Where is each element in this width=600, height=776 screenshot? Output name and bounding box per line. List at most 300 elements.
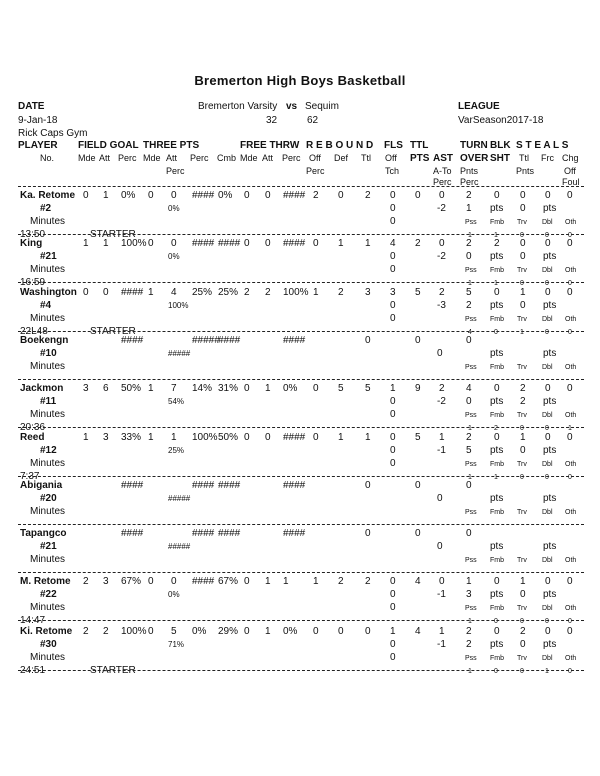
turnover-travels: 1 bbox=[520, 329, 524, 336]
assists: 2 bbox=[439, 287, 445, 298]
col-fls: FLS bbox=[384, 140, 403, 151]
total-points: 4 bbox=[415, 576, 421, 587]
col-sht: SHT bbox=[490, 153, 510, 164]
fmb-label: Fmb bbox=[490, 412, 504, 419]
turnover-doubles: 0 bbox=[545, 474, 549, 481]
pss-label: Pss bbox=[465, 219, 477, 226]
charges: 0 bbox=[567, 383, 573, 394]
col-chg: Chg bbox=[562, 153, 579, 163]
ft-attempted: 1 bbox=[265, 383, 271, 394]
fg-attempted: 1 bbox=[103, 190, 109, 201]
combined-percent: 25% bbox=[218, 287, 239, 298]
assists: 0 bbox=[439, 238, 445, 249]
fmb-label: Fmb bbox=[490, 655, 504, 662]
trv-label: Trv bbox=[517, 364, 527, 371]
col-over: OVER bbox=[460, 153, 489, 164]
col-reb-perc: Perc bbox=[306, 166, 325, 176]
col-rebound: R E B O U N D bbox=[306, 140, 374, 151]
minutes-played: 13:50 bbox=[20, 229, 46, 240]
pss-label: Pss bbox=[465, 316, 477, 323]
player-name: King bbox=[20, 238, 43, 249]
three-made: 0 bbox=[148, 626, 154, 637]
trv-label: Trv bbox=[517, 267, 527, 274]
assist-turnover: 0 bbox=[437, 541, 443, 552]
three-percent: #### bbox=[192, 576, 215, 587]
ft-made: 0 bbox=[244, 576, 250, 587]
col-over-perc: Perc bbox=[460, 177, 479, 187]
col-ft-perc: Perc bbox=[282, 153, 301, 163]
assist-turnover: -2 bbox=[437, 203, 446, 214]
forced: 0 bbox=[545, 626, 551, 637]
steals-total: 1 bbox=[520, 576, 526, 587]
fouls-offensive: 4 bbox=[390, 238, 396, 249]
reb-total: 1 bbox=[365, 432, 371, 443]
three-percent: 100% bbox=[192, 432, 218, 443]
reb-defensive: 1 bbox=[338, 432, 344, 443]
date-label: DATE bbox=[18, 101, 45, 112]
col-no: No. bbox=[40, 153, 55, 163]
player-number: #10 bbox=[40, 348, 57, 359]
assists: 1 bbox=[439, 626, 445, 637]
col-tp-att: Att bbox=[166, 153, 178, 163]
total-points: 0 bbox=[415, 190, 421, 201]
forced: 0 bbox=[545, 383, 551, 394]
fg-percent: 50% bbox=[121, 383, 142, 394]
touch-extra: 0 bbox=[390, 602, 396, 613]
forced: 0 bbox=[545, 432, 551, 443]
player-name: Ka. Retome bbox=[20, 190, 76, 201]
oth-label: Oth bbox=[565, 364, 577, 371]
turnover-passes: 1 bbox=[468, 618, 472, 625]
minutes-label: Minutes bbox=[30, 409, 66, 420]
fouls-offensive: 0 bbox=[390, 432, 396, 443]
turnover-fumbles: 1 bbox=[494, 280, 498, 287]
assist-turnover: -3 bbox=[437, 300, 446, 311]
col-ttl: TTL bbox=[410, 140, 429, 151]
trv-label: Trv bbox=[517, 509, 527, 516]
pts-label: pts bbox=[490, 203, 504, 214]
home-score: 32 bbox=[266, 115, 278, 126]
dbl-label: Dbl bbox=[542, 509, 553, 516]
turnover-points: 0 bbox=[466, 251, 472, 262]
col-stl-pnts: Pnts bbox=[516, 166, 535, 176]
trv-label: Trv bbox=[517, 316, 527, 323]
turnover-doubles: 1 bbox=[545, 668, 549, 675]
touches: 0 bbox=[390, 396, 396, 407]
player-name: Abigania bbox=[20, 480, 63, 491]
blocks: 0 bbox=[494, 626, 500, 637]
fmb-label: Fmb bbox=[490, 219, 504, 226]
ft-attempted: 0 bbox=[265, 432, 271, 443]
fmb-label: Fmb bbox=[490, 557, 504, 564]
away-score: 62 bbox=[307, 115, 319, 126]
pss-label: Pss bbox=[465, 364, 477, 371]
fg-percent: #### bbox=[121, 287, 144, 298]
col-reb-off: Off bbox=[309, 153, 321, 163]
turnover-travels: 0 bbox=[520, 668, 524, 675]
player-name: M. Retome bbox=[20, 576, 71, 587]
reb-defensive: 0 bbox=[338, 626, 344, 637]
ft-made: 0 bbox=[244, 238, 250, 249]
pss-label: Pss bbox=[465, 267, 477, 274]
dbl-label: Dbl bbox=[542, 605, 553, 612]
turnovers: 2 bbox=[466, 190, 472, 201]
fg-attempted: 3 bbox=[103, 576, 109, 587]
three-percent: #### bbox=[192, 238, 215, 249]
turnover-doubles: 0 bbox=[545, 232, 549, 239]
pss-label: Pss bbox=[465, 461, 477, 468]
fouls-offensive: 0 bbox=[390, 576, 396, 587]
fg-attempted: 0 bbox=[103, 287, 109, 298]
minutes-label: Minutes bbox=[30, 458, 66, 469]
combined-percent: 31% bbox=[218, 383, 239, 394]
combined-percent: #### bbox=[218, 528, 241, 539]
assist-turnover: -1 bbox=[437, 639, 446, 650]
player-number: #22 bbox=[40, 589, 57, 600]
player-number: #21 bbox=[40, 251, 57, 262]
col-fls-off: Off bbox=[385, 153, 397, 163]
pts-label: pts bbox=[490, 493, 504, 504]
turnover-points: 0 bbox=[466, 396, 472, 407]
assist-turnover: 0 bbox=[437, 493, 443, 504]
reb-total: 2 bbox=[365, 576, 371, 587]
reb-total: 0 bbox=[365, 528, 371, 539]
turnover-passes: 1 bbox=[468, 474, 472, 481]
col-ft-mde: Mde bbox=[240, 153, 258, 163]
col-ft-att: Att bbox=[262, 153, 274, 163]
total-points: 0 bbox=[415, 335, 421, 346]
assists: 0 bbox=[439, 576, 445, 587]
forced: 0 bbox=[545, 287, 551, 298]
three-att-percent: 0% bbox=[168, 590, 180, 599]
three-percent: 25% bbox=[192, 287, 213, 298]
assists: 2 bbox=[439, 383, 445, 394]
three-att-percent: 0% bbox=[168, 252, 180, 261]
reb-defensive: 0 bbox=[338, 190, 344, 201]
pts-label: pts bbox=[543, 203, 557, 214]
assist-turnover: -2 bbox=[437, 251, 446, 262]
col-stl-ttl: Ttl bbox=[519, 153, 529, 163]
pts-label: pts bbox=[490, 639, 504, 650]
turnover-passes: 4 bbox=[468, 329, 472, 336]
turnover-points: 3 bbox=[466, 589, 472, 600]
row-separator bbox=[18, 331, 584, 332]
steal-points: 0 bbox=[520, 589, 526, 600]
reb-total: 2 bbox=[365, 190, 371, 201]
oth-label: Oth bbox=[565, 557, 577, 564]
ft-made: 0 bbox=[244, 190, 250, 201]
steals-total: 1 bbox=[520, 287, 526, 298]
turnover-travels: 0 bbox=[520, 618, 524, 625]
reb-total: 3 bbox=[365, 287, 371, 298]
combined-percent: 67% bbox=[218, 576, 239, 587]
ft-percent: 0% bbox=[283, 626, 298, 637]
touches: 0 bbox=[390, 639, 396, 650]
turnover-other: 0 bbox=[568, 280, 572, 287]
player-name: Jackmon bbox=[20, 383, 64, 394]
touch-extra: 0 bbox=[390, 313, 396, 324]
three-made: 0 bbox=[148, 238, 154, 249]
col-field-goal: FIELD GOAL bbox=[78, 140, 139, 151]
fg-made: 0 bbox=[83, 287, 89, 298]
turnover-fumbles: 1 bbox=[494, 232, 498, 239]
assist-turnover: -2 bbox=[437, 396, 446, 407]
minutes-label: Minutes bbox=[30, 313, 66, 324]
player-number: #12 bbox=[40, 445, 57, 456]
player-name: Ki. Retome bbox=[20, 626, 73, 637]
starter-flag: STARTER bbox=[90, 326, 136, 337]
reb-offensive: 1 bbox=[313, 287, 319, 298]
turnover-passes: 1 bbox=[468, 425, 472, 432]
steal-points: 0 bbox=[520, 203, 526, 214]
col-pts: PTS bbox=[410, 153, 430, 164]
player-number: #4 bbox=[40, 300, 52, 311]
assist-turnover: -1 bbox=[437, 589, 446, 600]
three-made: 0 bbox=[148, 190, 154, 201]
touches: 0 bbox=[390, 445, 396, 456]
dbl-label: Dbl bbox=[542, 461, 553, 468]
fmb-label: Fmb bbox=[490, 316, 504, 323]
combined-percent: #### bbox=[218, 335, 241, 346]
row-separator bbox=[18, 282, 584, 283]
fg-percent: #### bbox=[121, 480, 144, 491]
reb-offensive: 0 bbox=[313, 432, 319, 443]
ft-percent: #### bbox=[283, 238, 306, 249]
minutes-label: Minutes bbox=[30, 652, 66, 663]
turnover-points: 1 bbox=[466, 203, 472, 214]
reb-total: 5 bbox=[365, 383, 371, 394]
dbl-label: Dbl bbox=[542, 316, 553, 323]
pts-label: pts bbox=[543, 251, 557, 262]
col-blk: BLK bbox=[490, 140, 511, 151]
minutes-played: 14:47 bbox=[20, 615, 46, 626]
starter-flag: STARTER bbox=[90, 665, 136, 676]
steals-total: 2 bbox=[520, 383, 526, 394]
ft-percent: #### bbox=[283, 432, 306, 443]
turnover-other: 0 bbox=[568, 232, 572, 239]
blocks: 0 bbox=[494, 287, 500, 298]
col-tp-mde: Mde bbox=[143, 153, 161, 163]
starter-flag: STARTER bbox=[90, 229, 136, 240]
row-separator bbox=[18, 670, 584, 671]
minutes-label: Minutes bbox=[30, 361, 66, 372]
player-number: #20 bbox=[40, 493, 57, 504]
three-attempted: 7 bbox=[171, 383, 177, 394]
turnover-travels: 0 bbox=[520, 474, 524, 481]
turnover-doubles: 0 bbox=[545, 280, 549, 287]
oth-label: Oth bbox=[565, 655, 577, 662]
touch-extra: 0 bbox=[390, 216, 396, 227]
fg-percent: #### bbox=[121, 335, 144, 346]
three-made: 1 bbox=[148, 383, 154, 394]
assists: 1 bbox=[439, 432, 445, 443]
col-cmb: Cmb bbox=[217, 153, 237, 163]
ft-made: 0 bbox=[244, 432, 250, 443]
fouls-offensive: 1 bbox=[390, 383, 396, 394]
fouls-offensive: 1 bbox=[390, 626, 396, 637]
turnover-doubles: 0 bbox=[545, 618, 549, 625]
three-made: 1 bbox=[148, 287, 154, 298]
charges: 0 bbox=[567, 576, 573, 587]
three-attempted: 4 bbox=[171, 287, 177, 298]
row-separator bbox=[18, 476, 584, 477]
dbl-label: Dbl bbox=[542, 364, 553, 371]
charges: 0 bbox=[567, 432, 573, 443]
fg-percent: #### bbox=[121, 528, 144, 539]
player-name: Reed bbox=[20, 432, 45, 443]
ft-percent: #### bbox=[283, 480, 306, 491]
col-chg-off: Off bbox=[564, 166, 576, 176]
ft-attempted: 0 bbox=[265, 238, 271, 249]
minutes-label: Minutes bbox=[30, 216, 66, 227]
combined-percent: 50% bbox=[218, 432, 239, 443]
turnover-fumbles: 0 bbox=[494, 668, 498, 675]
fmb-label: Fmb bbox=[490, 509, 504, 516]
turnover-travels: 0 bbox=[520, 425, 524, 432]
minutes-played: 16:59 bbox=[20, 277, 46, 288]
three-attempted: 5 bbox=[171, 626, 177, 637]
pss-label: Pss bbox=[465, 605, 477, 612]
minutes-label: Minutes bbox=[30, 602, 66, 613]
total-points: 0 bbox=[415, 480, 421, 491]
three-att-percent: 54% bbox=[168, 397, 185, 406]
oth-label: Oth bbox=[565, 412, 577, 419]
touches: 0 bbox=[390, 251, 396, 262]
fg-made: 2 bbox=[83, 576, 89, 587]
three-percent: #### bbox=[192, 528, 215, 539]
report-title: Bremerton High Boys Basketball bbox=[194, 73, 406, 88]
blocks: 0 bbox=[494, 190, 500, 201]
ft-percent: #### bbox=[283, 335, 306, 346]
col-fg-att: Att bbox=[99, 153, 111, 163]
fg-percent: 100% bbox=[121, 238, 147, 249]
turnovers: 0 bbox=[466, 528, 472, 539]
row-separator bbox=[18, 379, 584, 380]
forced: 0 bbox=[545, 238, 551, 249]
fouls-offensive: 0 bbox=[390, 190, 396, 201]
col-fls-tch: Tch bbox=[385, 166, 400, 176]
reb-defensive: 2 bbox=[338, 576, 344, 587]
col-fg-mde: Mde bbox=[78, 153, 96, 163]
minutes-label: Minutes bbox=[30, 264, 66, 275]
row-separator bbox=[18, 234, 584, 235]
forced: 0 bbox=[545, 190, 551, 201]
oth-label: Oth bbox=[565, 509, 577, 516]
fg-made: 1 bbox=[83, 238, 89, 249]
pts-label: pts bbox=[490, 251, 504, 262]
ft-made: 0 bbox=[244, 626, 250, 637]
trv-label: Trv bbox=[517, 655, 527, 662]
three-percent: 0% bbox=[192, 626, 207, 637]
pss-label: Pss bbox=[465, 557, 477, 564]
combined-percent: 29% bbox=[218, 626, 239, 637]
home-team: Bremerton Varsity bbox=[198, 101, 278, 112]
turnover-fumbles: 2 bbox=[494, 425, 498, 432]
reb-offensive: 0 bbox=[313, 238, 319, 249]
minutes-played: 20:36 bbox=[20, 422, 46, 433]
reb-offensive: 1 bbox=[313, 576, 319, 587]
steals-total: 0 bbox=[520, 238, 526, 249]
combined-percent: 0% bbox=[218, 190, 233, 201]
touch-extra: 0 bbox=[390, 652, 396, 663]
forced: 0 bbox=[545, 576, 551, 587]
turnovers: 0 bbox=[466, 480, 472, 491]
touch-extra: 0 bbox=[390, 264, 396, 275]
turnover-fumbles: 1 bbox=[494, 474, 498, 481]
three-attempted: 0 bbox=[171, 238, 177, 249]
ft-percent: 0% bbox=[283, 383, 298, 394]
oth-label: Oth bbox=[565, 316, 577, 323]
turnovers: 4 bbox=[466, 383, 472, 394]
combined-percent: #### bbox=[218, 480, 241, 491]
col-pnts: Pnts bbox=[460, 166, 479, 176]
dbl-label: Dbl bbox=[542, 557, 553, 564]
pts-label: pts bbox=[543, 541, 557, 552]
total-points: 9 bbox=[415, 383, 421, 394]
charges: 0 bbox=[567, 190, 573, 201]
col-tp-att-perc: Perc bbox=[166, 166, 185, 176]
touches: 0 bbox=[390, 300, 396, 311]
ft-percent: #### bbox=[283, 528, 306, 539]
pts-label: pts bbox=[543, 493, 557, 504]
player-number: #21 bbox=[40, 541, 57, 552]
three-att-percent: 100% bbox=[168, 301, 189, 310]
pss-label: Pss bbox=[465, 655, 477, 662]
steal-points: 0 bbox=[520, 251, 526, 262]
fg-made: 2 bbox=[83, 626, 89, 637]
reb-defensive: 1 bbox=[338, 238, 344, 249]
minutes-played: 7:37 bbox=[20, 471, 40, 482]
turnover-doubles: 0 bbox=[545, 425, 549, 432]
three-percent: #### bbox=[192, 480, 215, 491]
steals-total: 0 bbox=[520, 190, 526, 201]
reb-offensive: 0 bbox=[313, 383, 319, 394]
three-att-percent: ##### bbox=[168, 494, 191, 503]
col-tp-perc: Perc bbox=[190, 153, 209, 163]
fg-made: 0 bbox=[83, 190, 89, 201]
player-name: Washington bbox=[20, 287, 77, 298]
player-number: #2 bbox=[40, 203, 52, 214]
assist-turnover: 0 bbox=[437, 348, 443, 359]
turnover-fumbles: 0 bbox=[494, 329, 498, 336]
oth-label: Oth bbox=[565, 219, 577, 226]
three-made: 0 bbox=[148, 576, 154, 587]
turnover-travels: 0 bbox=[520, 232, 524, 239]
turnover-travels: 0 bbox=[520, 280, 524, 287]
turnovers: 0 bbox=[466, 335, 472, 346]
pts-label: pts bbox=[490, 541, 504, 552]
ft-made: 0 bbox=[244, 383, 250, 394]
turnovers: 5 bbox=[466, 287, 472, 298]
pss-label: Pss bbox=[465, 412, 477, 419]
fmb-label: Fmb bbox=[490, 605, 504, 612]
touch-extra: 0 bbox=[390, 409, 396, 420]
pts-label: pts bbox=[490, 589, 504, 600]
steals-total: 1 bbox=[520, 432, 526, 443]
three-attempted: 0 bbox=[171, 190, 177, 201]
turnover-fumbles: 0 bbox=[494, 618, 498, 625]
three-percent: ##### bbox=[192, 335, 220, 346]
minutes-label: Minutes bbox=[30, 506, 66, 517]
turnover-other: 0 bbox=[568, 618, 572, 625]
pts-label: pts bbox=[490, 348, 504, 359]
col-frc: Frc bbox=[541, 153, 554, 163]
steal-points: 0 bbox=[520, 300, 526, 311]
col-chg-foul: Foul bbox=[562, 177, 580, 187]
minutes-label: Minutes bbox=[30, 554, 66, 565]
player-name: Boekengn bbox=[20, 335, 69, 346]
fg-attempted: 1 bbox=[103, 238, 109, 249]
